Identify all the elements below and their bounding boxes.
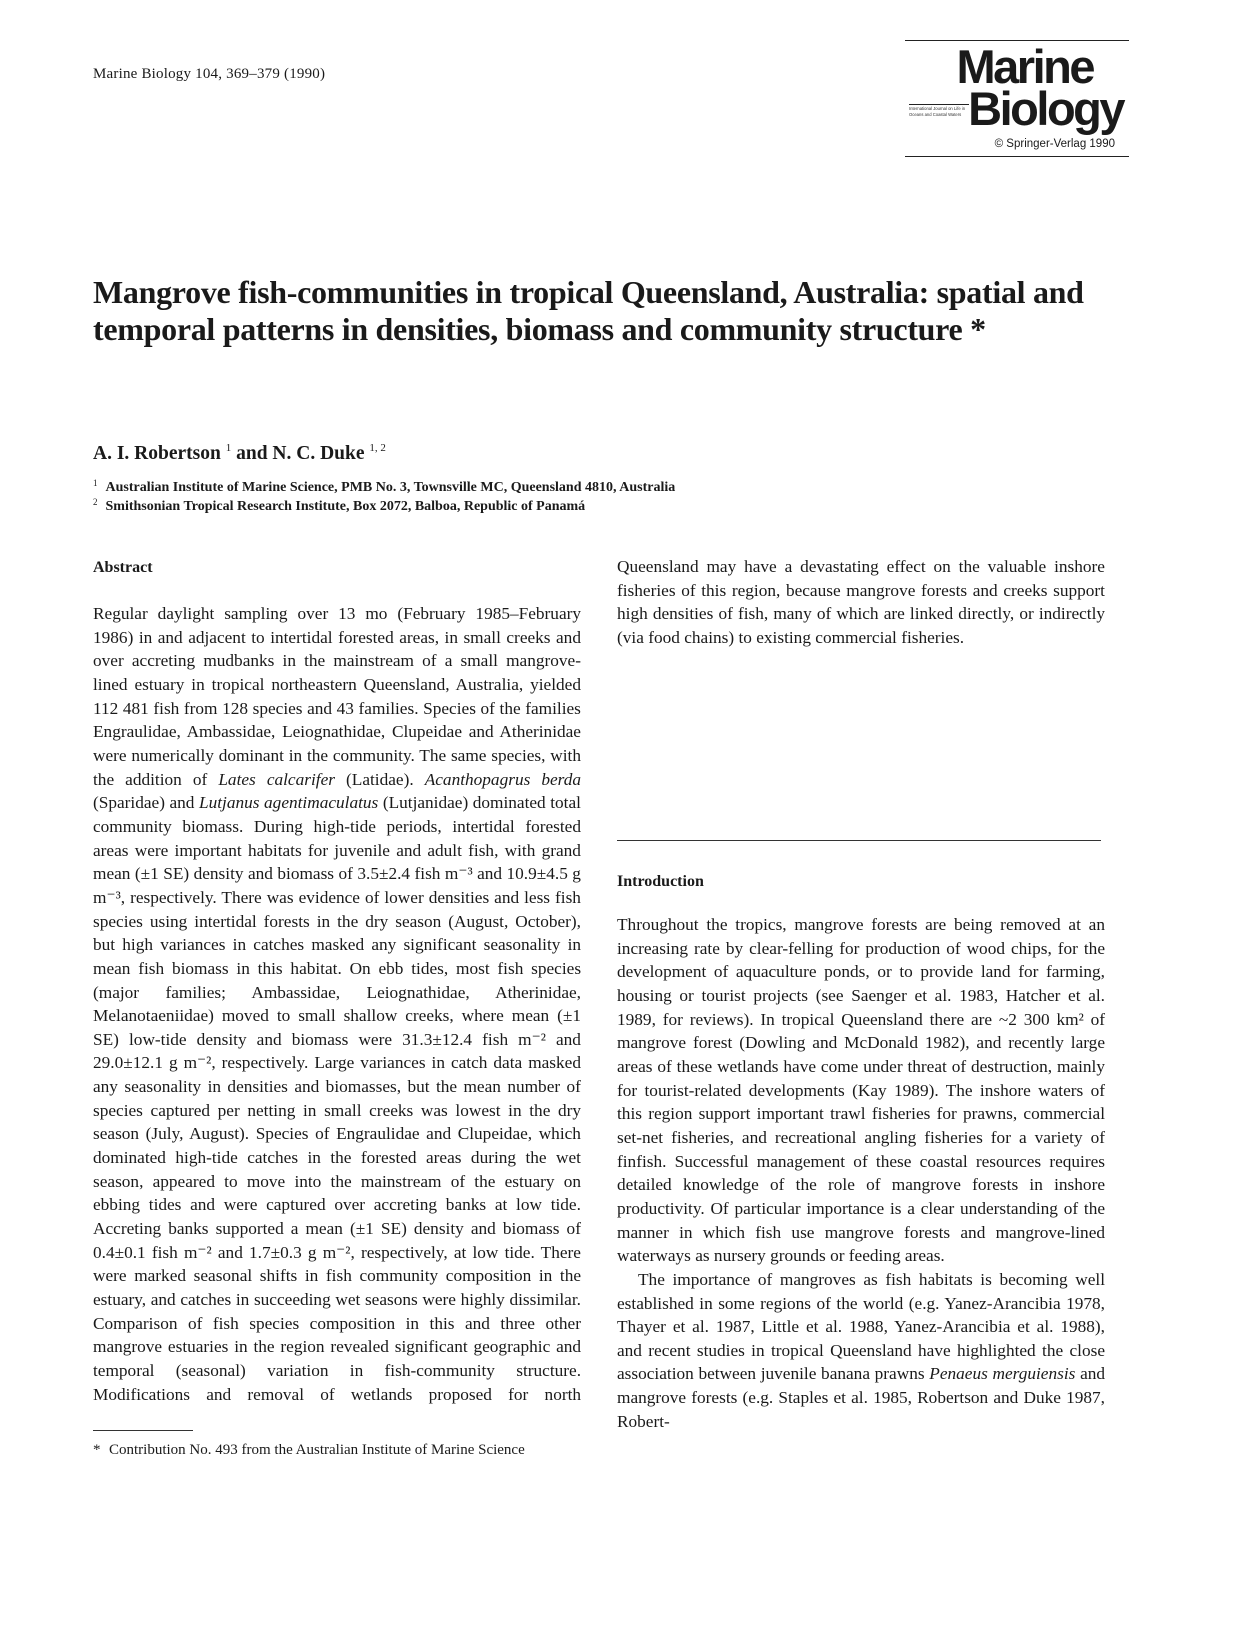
species-name [256, 770, 267, 789]
masthead-tagline: International Journal on Life in Oceans and Coastal Waters [909, 104, 969, 117]
species-name [530, 770, 541, 789]
masthead-copyright: © Springer-Verlag 1990 [994, 138, 1115, 150]
journal-citation: Marine Biology 104, 369–379 (1990) [93, 66, 326, 82]
footnote-text: Contribution No. 493 from the Australian Institute of Marine Science [109, 1442, 525, 1458]
introduction-paragraph: Throughout the tropics, mangrove forests are being removed at an increasing rate by clear-felling for production of wood chips, for the development of aquaculture ponds, or to provide land for farming, housing or tourist projects (see Saenger et al. 1983, Hatcher et al. 1989, for reviews). In tropical Queensland there are ~2 300 km² of mangrove forest (Dowling and McDonald 1982), and recently large areas of these wetlands have come under threat of destruction, mainly for tourist-related developments (Kay 1989). The inshore waters of this region support important trawl fisheries for prawns, commercial set-net fisheries, and recreational angling fisheries for a variety of finfish. Successful management of these coastal resources requires detailed knowledge of the role of mangrove forests in inshore productivity. Of particular importance is a clear understanding of the manner in which fish use mangrove forests and mangrove-lined waterways as nursery grounds or feeding areas. [617, 915, 1105, 1266]
introduction-paragraph [617, 1268, 1105, 1434]
introduction-column [617, 913, 1105, 1433]
author-affiliation-mark: 1, 2 [369, 442, 386, 454]
author-name: A. I. Robertson [93, 443, 221, 464]
abstract-end-rule [617, 840, 1101, 841]
introduction-text: and mangrove forests (e.g. Staples et al. 1985, Robertson and Duke 1987, Robert- [617, 1364, 1106, 1431]
species-name: calcarifer [266, 769, 335, 789]
species-name: Penaeus merguiensis [929, 1364, 1076, 1384]
journal-masthead [905, 40, 1129, 158]
affiliation [93, 478, 675, 496]
footnote-rule [93, 1430, 193, 1431]
introduction-text: The importance of mangroves as fish habitats is becoming well established in some regions of the world (e.g. Yanez-Arancibia 1978, Thayer et al. 1987, Little et al. 1988, Yanez-Arancibia et al. 1988), and recent studies in tropical Queensland have highlighted the close association between juvenile banana prawns [617, 1269, 1105, 1384]
masthead-biology: Biology [968, 82, 1123, 135]
abstract-left-column [93, 602, 581, 1406]
affiliation-text: Smithsonian Tropical Research Institute, Box 2072, Balboa, Republic of Panamá [105, 499, 586, 514]
species-name: Lates [218, 769, 256, 789]
species-name: Acanthopagrus [424, 769, 531, 789]
introduction-heading: Introduction [617, 873, 704, 890]
abstract-heading: Abstract [93, 559, 153, 576]
affiliation-number: 1 [93, 478, 98, 488]
affiliation [93, 497, 585, 515]
footnote [93, 1441, 581, 1460]
author-line [93, 442, 386, 465]
affiliation-number: 2 [93, 497, 98, 507]
species-name: berda [541, 769, 582, 789]
abstract-right-column [617, 555, 1105, 650]
masthead-bottom-rule [905, 156, 1129, 157]
author-name: N. C. Duke [272, 443, 365, 464]
species-name: agentimaculatus [264, 793, 379, 813]
abstract-paragraph-continued: Queensland may have a devastating effect on the valuable inshore fisheries of this region, because mangrove forests and creeks support high densities of fish, many of which are linked directly, or indirectly (via food chains) to existing commercial fisheries. [617, 557, 1106, 647]
affiliation-text: Australian Institute of Marine Science, PMB No. 3, Townsville MC, Queensland 4810, Australia [105, 480, 676, 495]
abstract-paragraph: Regular daylight sampling over 13 mo (February 1985–February 1986) in and adjacent to intertidal forested areas, in small creeks and over accreting mudbanks in the mainstream of a small mangrove-lined estuary in tropical northeastern Queensland, Australia, yielded 112 481 fish from 128 species and 43 families. Species of the families Engraulidae, Ambassidae, Leiognathidae, Clupeidae and Atherinidae were numerically dominant in the community. The same species, with the addition of Lates calcarifer (Latidae). Acanthopagrus berda (Sparidae) and Lutjanus agentimaculatus (Lutjanidae) dominated total community biomass. During high-tide periods, intertidal forested areas were important habitats for juvenile and adult fish, with grand mean (±1 SE) density and biomass of 3.5±2.4 fish m⁻³ and 10.9±4.5 g m⁻³, respectively. There was evidence of lower densities and less fish species using intertidal forests in the dry season (August, October), but high variances in catches masked any significant seasonality in mean fish biomass in this habitat. On ebb tides, most fish species (major families; Ambassidae, Leiognathidae, Atherinidae, Melanotaeniidae) moved to small shallow creeks, where mean (±1 SE) low-tide density and biomass were 31.3±12.4 fish m⁻² and 29.0±12.1 g m⁻², respectively. Large variances in catch data masked any seasonality in densities and biomasses, but the mean number of species captured per netting in small creeks was lowest in the dry season (July, August). Species of Engraulidae and Clupeidae, which dominated high-tide catches in the forested areas during the wet season, appeared to move into the mainstream of the estuary on ebbing tides and were captured over accreting banks at low tide. Accreting banks supported a mean (±1 SE) density and biomass of 0.4±0.1 fish m⁻² and 1.7±0.3 g m⁻², respectively, at low tide. There were marked seasonal shifts in fish community composition in the estuary, and catches in succeeding wet seasons were highly dissimilar. Comparison of fish species composition in this and three other mangrove estuaries in the region revealed significant geographic and temporal (seasonal) variation in fish-community structure. Modifications and removal of wetlands proposed for north [93, 604, 582, 1404]
author-affiliation-mark: 1 [225, 442, 232, 454]
species-name: Lutjanus [198, 793, 260, 813]
footnote-mark: * [93, 1442, 101, 1458]
author-conjunction: and [236, 443, 268, 464]
masthead-marine: Marine [956, 40, 1093, 93]
article-title: Mangrove fish-communities in tropical Queensland, Australia: spatial and temporal patterns in densities, biomass and community structure * [93, 274, 1084, 347]
